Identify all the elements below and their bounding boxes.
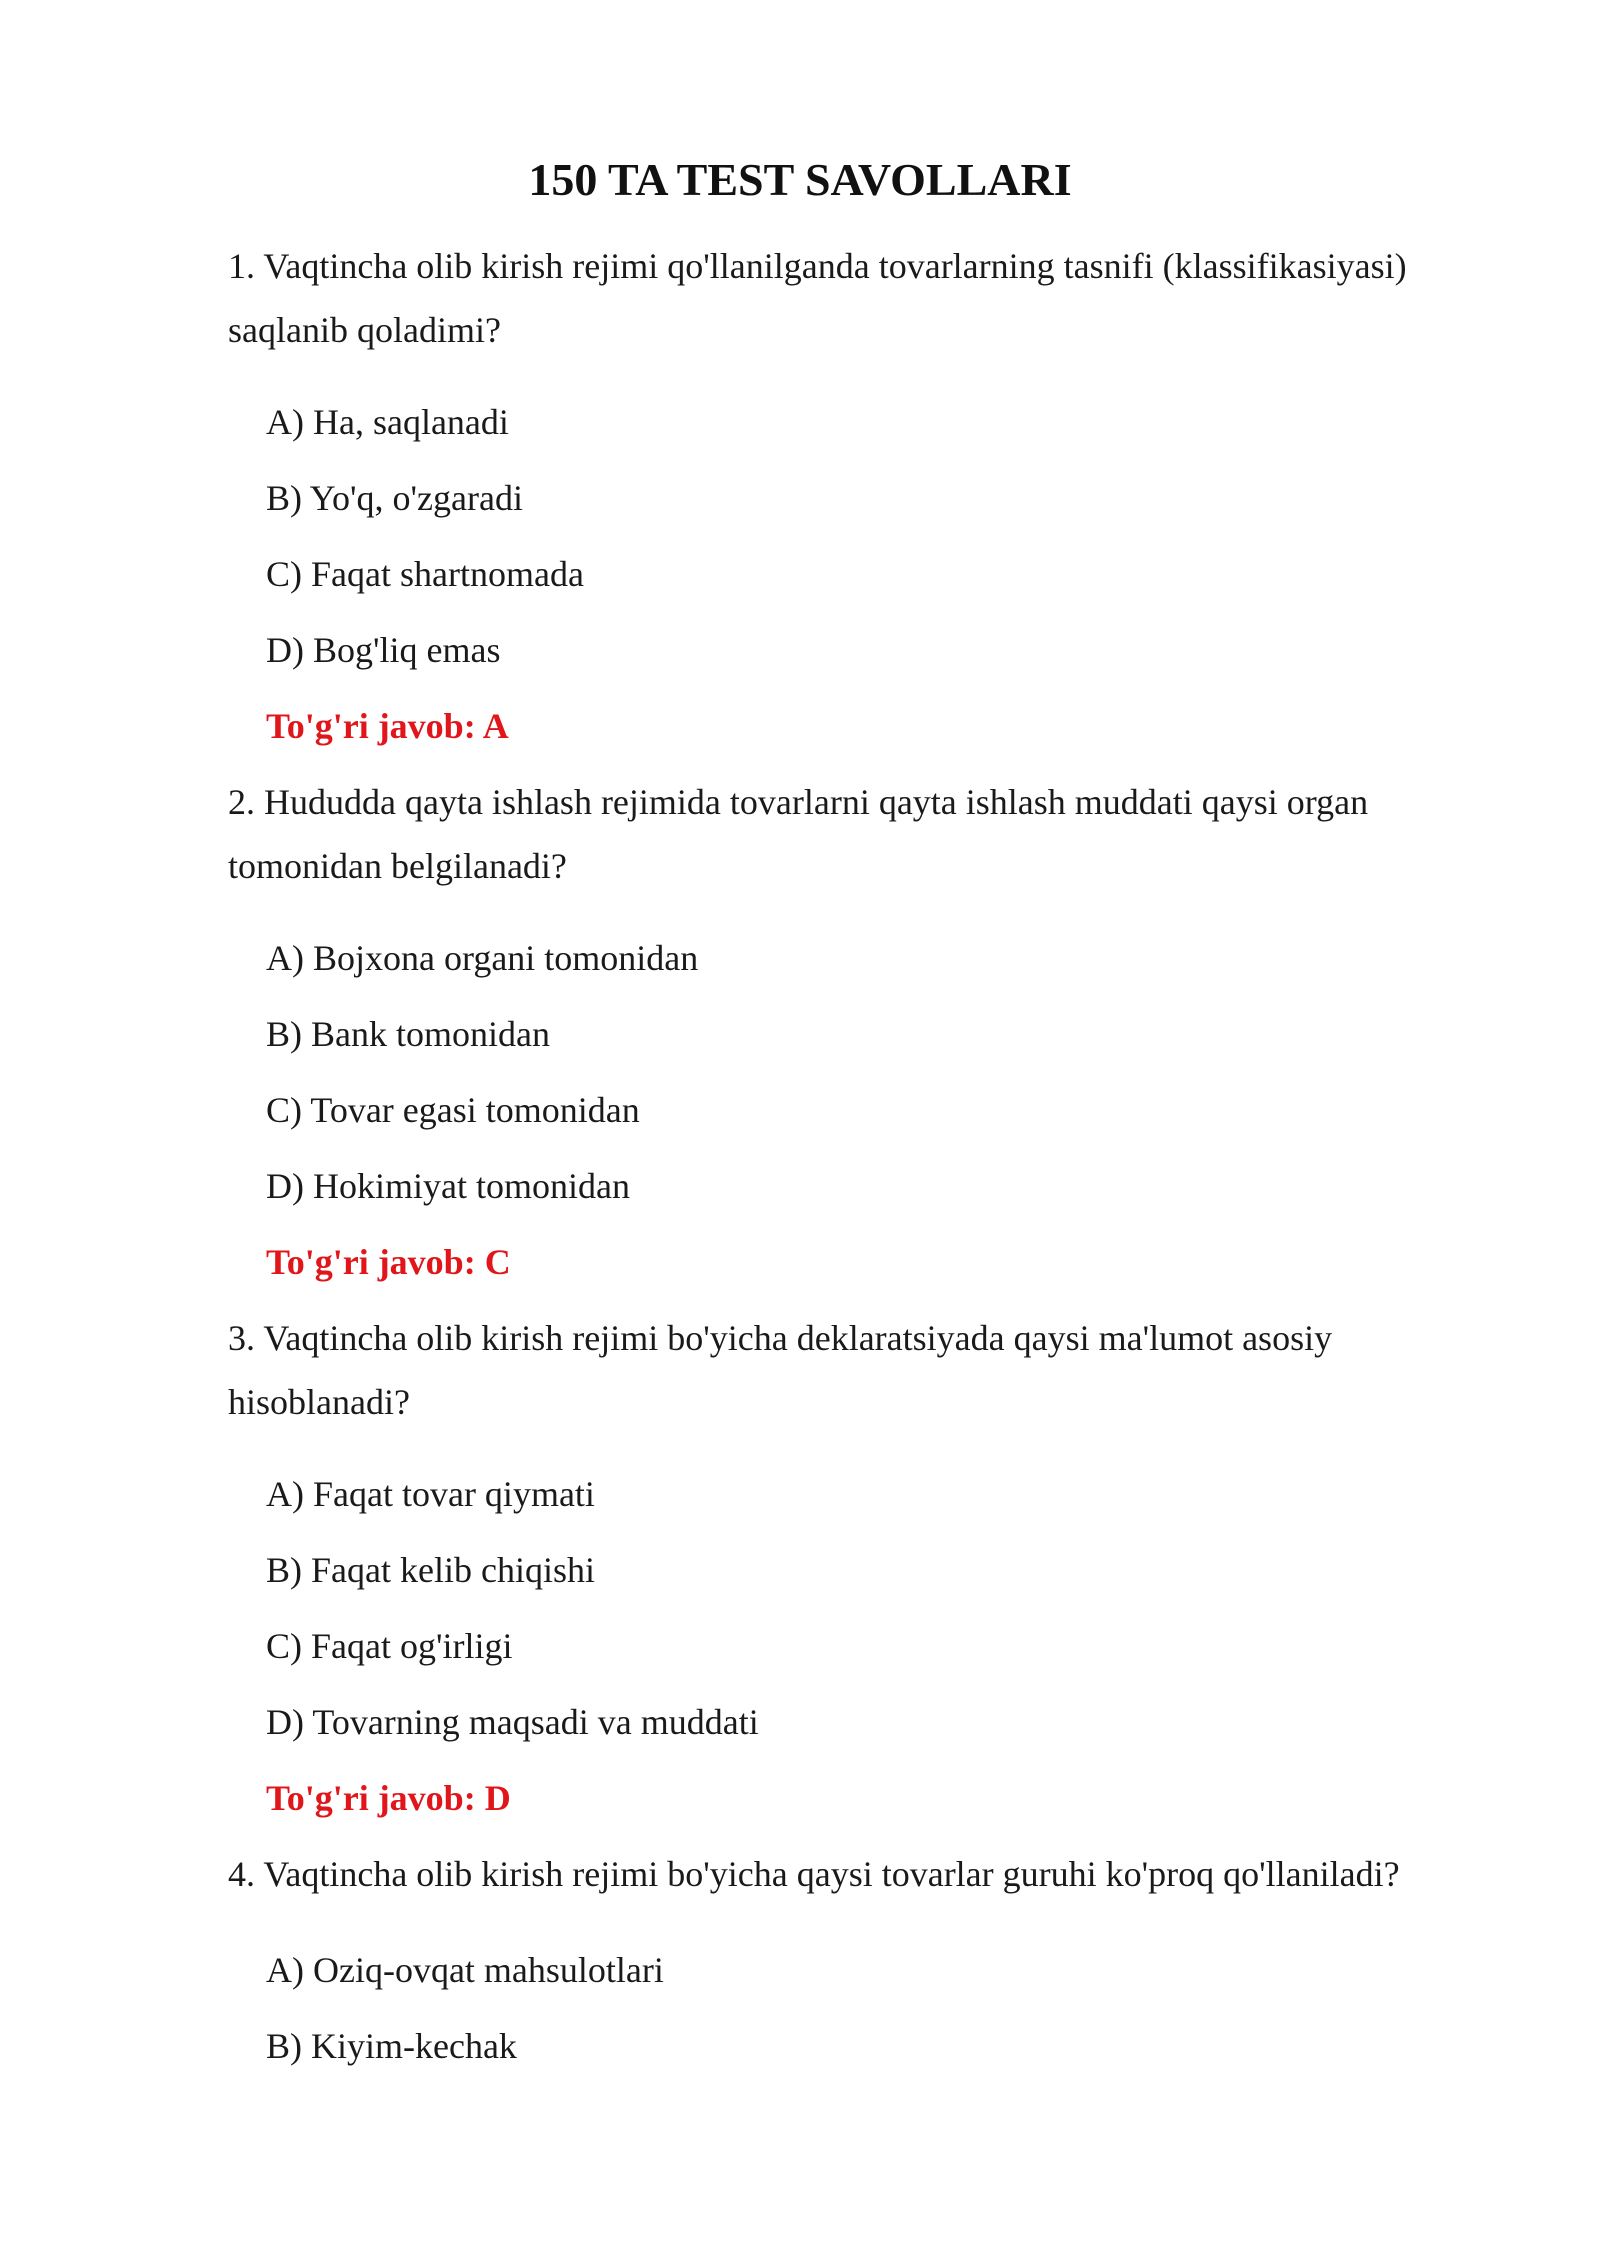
question-2-option-d: D) Hokimiyat tomonidan <box>266 1166 630 1206</box>
question-1-option-c: C) Faqat shartnomada <box>266 554 584 594</box>
question-1-option-a: A) Ha, saqlanadi <box>266 402 509 442</box>
question-4-option-a: A) Oziq-ovqat mahsulotlari <box>266 1950 664 1990</box>
question-1-option-b: B) Yo'q, o'zgaradi <box>266 478 523 518</box>
question-3-option-d: D) Tovarning maqsadi va muddati <box>266 1702 759 1742</box>
question-1-option-d: D) Bog'liq emas <box>266 630 501 670</box>
page-title: 150 TA TEST SAVOLLARI <box>528 154 1072 205</box>
question-2-text: 2. Hududda qayta ishlash rejimida tovarlarni qayta ishlash muddati qaysi organ tomonidan belgilanadi? <box>228 782 1369 886</box>
question-4-option-b: B) Kiyim-kechak <box>266 2026 517 2066</box>
question-3-option-c: C) Faqat og'irligi <box>266 1626 513 1666</box>
question-3-option-a: A) Faqat tovar qiymati <box>266 1474 595 1514</box>
question-2-option-a: A) Bojxona organi tomonidan <box>266 938 699 978</box>
question-3-option-b: B) Faqat kelib chiqishi <box>266 1550 595 1590</box>
question-2-answer: To'g'ri javob: C <box>266 1242 511 1282</box>
question-1-answer: To'g'ri javob: A <box>266 706 509 746</box>
question-1-text: 1. Vaqtincha olib kirish rejimi qo'llanilganda tovarlarning tasnifi (klassifikasiyasi) saqlanib qoladimi? <box>228 246 1407 350</box>
question-2-option-b: B) Bank tomonidan <box>266 1014 550 1054</box>
question-2-option-c: C) Tovar egasi tomonidan <box>266 1090 640 1130</box>
question-4-text: 4. Vaqtincha olib kirish rejimi bo'yicha qaysi tovarlar guruhi ko'proq qo'llaniladi? <box>228 1854 1400 1894</box>
question-3-text: 3. Vaqtincha olib kirish rejimi bo'yicha deklaratsiyada qaysi ma'lumot asosiy hisoblanadi? <box>228 1318 1333 1422</box>
question-3-answer: To'g'ri javob: D <box>266 1778 511 1818</box>
